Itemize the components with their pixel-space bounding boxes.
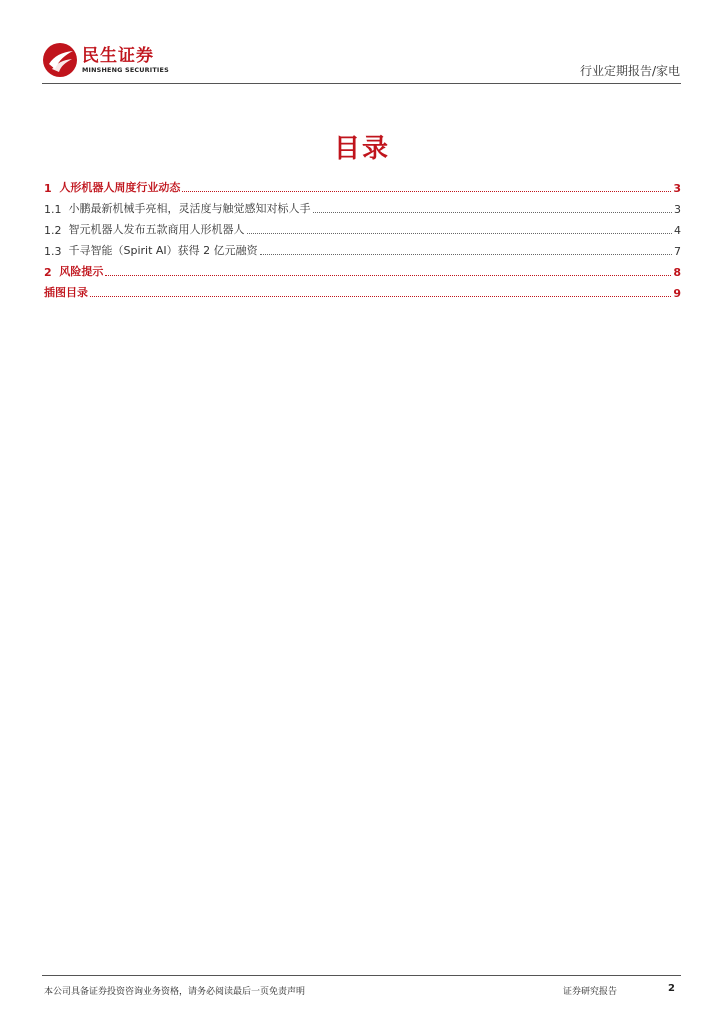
toc-entry-label: 千寻智能（Spirit AI）获得 2 亿元融资 xyxy=(68,244,258,257)
toc-entry-number: 2 xyxy=(44,266,60,279)
toc-entry-page: 4 xyxy=(674,224,681,237)
toc-leader-dots xyxy=(182,190,671,192)
toc-entry-label: 插图目录 xyxy=(44,286,88,299)
report-category: 行业定期报告/家电 xyxy=(579,64,680,78)
toc-leader-dots xyxy=(313,211,673,213)
toc-leader-dots xyxy=(247,232,673,234)
toc-entry-label: 风险提示 xyxy=(59,265,104,278)
logo-english-name: MINSHENG SECURITIES xyxy=(82,65,169,74)
footer-disclaimer: 本公司具备证券投资咨询业务资格，请务必阅读最后一页免责声明 xyxy=(44,987,306,997)
toc-entry-number: 1.1 xyxy=(44,203,69,216)
toc-entry-page: 9 xyxy=(673,287,681,300)
toc-entry-page: 8 xyxy=(673,266,681,279)
footer-divider xyxy=(42,975,681,976)
header-divider xyxy=(42,83,681,84)
table-of-contents xyxy=(44,174,681,300)
toc-entry-label: 小鹏最新机械手亮相，灵活度与触觉感知对标人手 xyxy=(68,202,311,215)
toc-entry[interactable] xyxy=(44,258,681,279)
minsheng-logo-icon xyxy=(42,42,78,78)
toc-entry-number: 1 xyxy=(44,182,60,195)
toc-leader-dots xyxy=(260,253,672,255)
toc-entry-number: 1.2 xyxy=(44,224,69,237)
toc-entry-label: 人形机器人周度行业动态 xyxy=(59,181,181,194)
toc-entry[interactable] xyxy=(44,195,681,216)
company-logo xyxy=(42,42,169,78)
toc-entry[interactable] xyxy=(44,216,681,237)
toc-entry-page: 3 xyxy=(673,182,681,195)
toc-entry[interactable] xyxy=(44,279,681,300)
toc-entry[interactable] xyxy=(44,237,681,258)
toc-leader-dots xyxy=(90,295,671,297)
toc-leader-dots xyxy=(105,274,671,276)
toc-title: 目录 xyxy=(333,134,390,164)
page-number: 2 xyxy=(668,983,675,994)
page-header xyxy=(42,38,682,84)
footer-report-label: 证券研究报告 xyxy=(563,987,618,997)
toc-entry[interactable] xyxy=(44,174,681,195)
toc-entry-page: 3 xyxy=(674,203,681,216)
logo-chinese-name: 民生证券 xyxy=(82,45,154,66)
toc-entry-label: 智元机器人发布五款商用人形机器人 xyxy=(68,223,245,236)
toc-entry-number: 1.3 xyxy=(44,245,69,258)
toc-entry-page: 7 xyxy=(674,245,681,258)
